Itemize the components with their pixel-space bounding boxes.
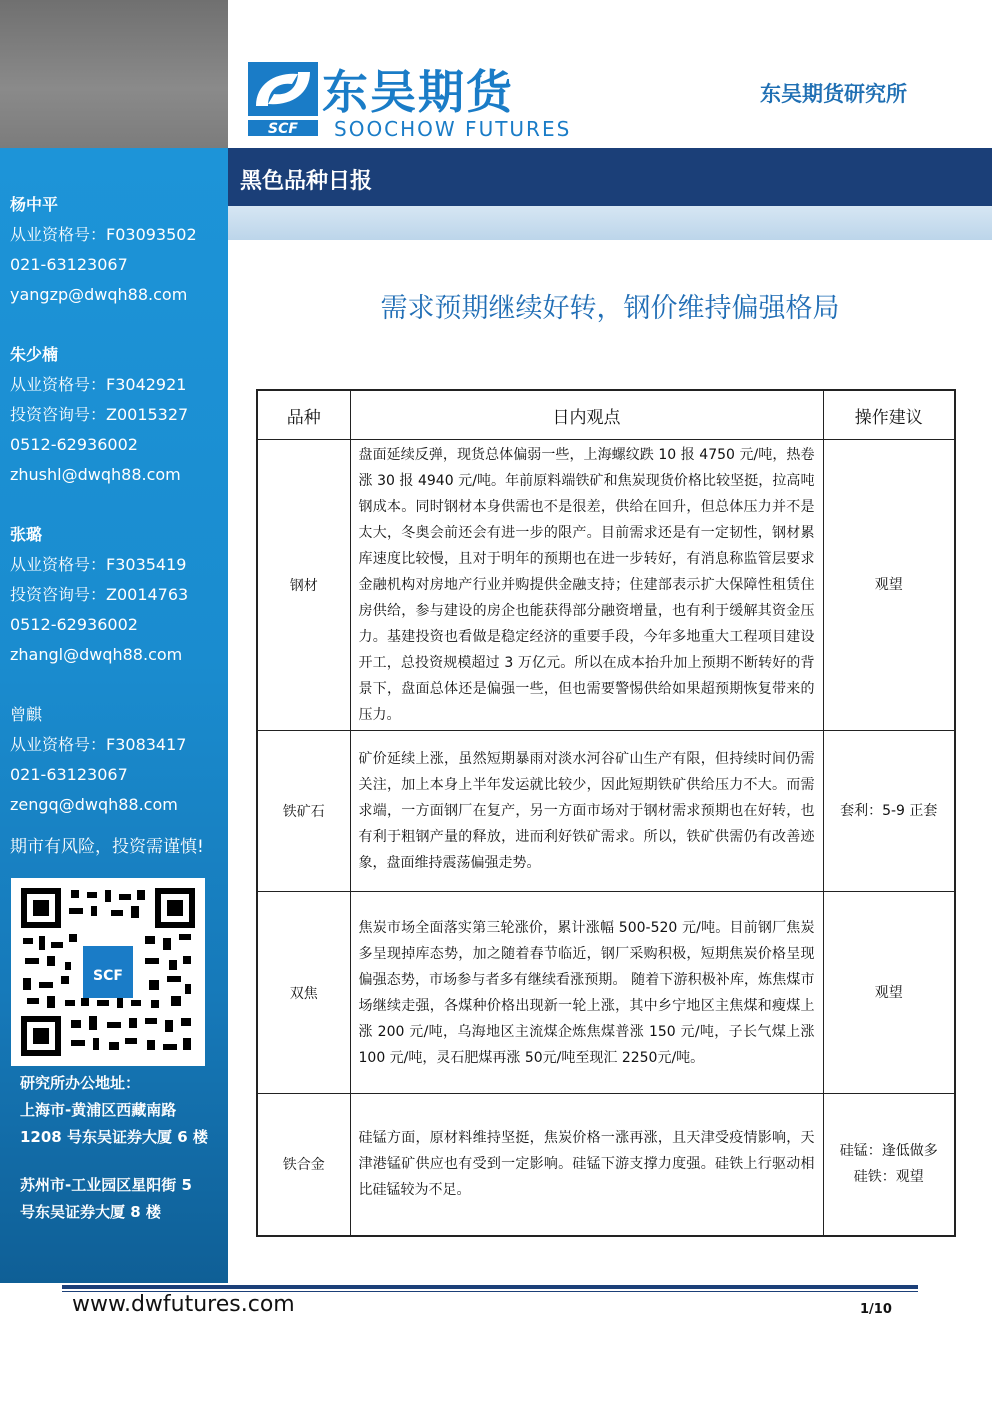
column-header-variety: 品种: [257, 390, 350, 440]
column-header-view: 日内观点: [350, 390, 823, 440]
qualification-number: 从业资格号：F3042921: [10, 375, 187, 394]
column-header-advice: 操作建议: [823, 390, 955, 440]
advice-cell: [823, 731, 955, 892]
qr-code-icon: [21, 888, 195, 1056]
address-line: 1208 号东吴证券大厦 6 楼: [20, 1128, 208, 1146]
variety-cell: 铁合金: [257, 1094, 350, 1236]
phone: 0512-62936002: [10, 615, 138, 634]
advice-line: 观望: [874, 984, 903, 1001]
analyst-contact: [10, 700, 186, 820]
sidebar-top-panel: [0, 0, 228, 148]
variety-cell: 双焦: [257, 892, 350, 1094]
logo-chinese-name: 东吴期货: [322, 65, 514, 119]
report-title: 黑色品种日报: [240, 169, 373, 194]
risk-notice: 期市有风险，投资需谨慎!: [10, 837, 204, 857]
office-address: [20, 1070, 208, 1151]
banner-stripe: [228, 206, 992, 240]
analyst-name: 杨中平: [10, 195, 59, 214]
email: zengq@dwqh88.com: [10, 795, 178, 814]
advice-cell: [823, 1094, 955, 1236]
logo-badge: SCF: [268, 121, 298, 137]
phone: 021-63123067: [10, 765, 128, 784]
consulting-number: 投资咨询号：Z0015327: [10, 405, 189, 424]
qualification-number: 从业资格号：F3083417: [10, 735, 187, 754]
qualification-number: 从业资格号：F03093502: [10, 225, 197, 244]
institute-name: 东吴期货研究所: [760, 82, 907, 106]
variety-cell: 铁矿石: [257, 731, 350, 892]
logo: [248, 62, 318, 142]
consulting-number: 投资咨询号：Z0014763: [10, 585, 189, 604]
table-row: [257, 1094, 955, 1236]
office-address: [20, 1172, 192, 1226]
advice-line: 套利：5-9 正套: [840, 803, 938, 819]
headline: 需求预期继续好转，钢价维持偏强格局: [380, 293, 840, 324]
table-row: [257, 892, 955, 1094]
phone: 0512-62936002: [10, 435, 138, 454]
analyst-contact: [10, 190, 197, 310]
soochow-logo-icon: [248, 62, 318, 138]
email: zhushl@dwqh88.com: [10, 465, 181, 484]
footer-divider: [62, 1285, 918, 1289]
email: zhangl@dwqh88.com: [10, 645, 183, 664]
page-number: 1/10: [860, 1302, 892, 1317]
analyst-name: 朱少楠: [10, 345, 59, 364]
qr-code: [11, 878, 205, 1066]
advice-line: 观望: [874, 577, 903, 593]
advice-line: 硅铁：观望: [853, 1169, 924, 1186]
email: yangzp@dwqh88.com: [10, 285, 188, 304]
view-cell: 矿价延续上涨，虽然短期暴雨对淡水河谷矿山生产有限，但持续时间仍需关注，加上本身上半年发运就比较少，因此短期铁矿供给压力不大。而需求端，一方面钢厂在复产，另一方面市场对于钢材需求预期也在好转，也有利于粗钢产量的释放，进而利好铁矿需求。所以，铁矿供需仍有改善迹象，盘面维持震荡偏强走势。: [350, 731, 823, 892]
address-line: 号东吴证券大厦 8 楼: [20, 1203, 161, 1221]
address-line: 苏州市-工业园区星阳街 5: [20, 1176, 192, 1194]
advice-cell: [823, 892, 955, 1094]
phone: 021-63123067: [10, 255, 128, 274]
qr-badge: SCF: [93, 968, 123, 984]
footer-website-link[interactable]: www.dwfutures.com: [72, 1292, 295, 1317]
view-cell: 焦炭市场全面落实第三轮涨价，累计涨幅 500-520 元/吨。目前钢厂焦炭多呈现掉库态势，加之随着春节临近，钢厂采购积极，短期焦炭价格呈现偏强态势，市场参与者多有继续看涨预期。 随着下游积极补库，炼焦煤市场继续走强，各煤种价格出现新一轮上涨，其中乡宁地区主焦煤和瘦煤上涨 200 元/吨，乌海地区主流煤企炼焦煤普涨 150 元/吨，子长气煤上涨 100 元/吨，灵石肥煤再涨 50元/吨至现汇 2250元/吨。: [350, 892, 823, 1094]
logo-english-name: SOOCHOW FUTURES: [334, 117, 572, 141]
report-banner: [228, 148, 992, 206]
analyst-contact: [10, 520, 188, 670]
table-row: [257, 731, 955, 892]
table-row: [257, 440, 955, 731]
address-label: 研究所办公地址：: [20, 1074, 141, 1092]
qualification-number: 从业资格号：F3035419: [10, 555, 187, 574]
table-header-row: [257, 390, 955, 440]
advice-cell: [823, 440, 955, 731]
view-cell: 硅锰方面，原材料维持坚挺，焦炭价格一涨再涨，且天津受疫情影响，天津港锰矿供应也有受到一定影响。硅锰下游支撑力度强。硅铁上行驱动相比硅锰较为不足。: [350, 1094, 823, 1236]
variety-cell: 钢材: [257, 440, 350, 731]
analyst-contact: [10, 340, 188, 490]
address-line: 上海市-黄浦区西藏南路: [20, 1101, 177, 1119]
view-cell: 盘面延续反弹，现货总体偏弱一些，上海螺纹跌 10 报 4750 元/吨，热卷涨 30 报 4940 元/吨。年前原料端铁矿和焦炭现货价格比较坚挺，拉高吨钢成本。同时钢材本身供需也不是很差，供给在回升，但总体压力并不是太大，冬奥会前还会有进一步的限产。目前需求还是有一定韧性，钢材累库速度比较慢，且对于明年的预期也在进一步转好，有消息称监管层要求金融机构对房地产行业并购提供金融支持；住建部表示扩大保障性租赁住房供给，参与建设的房企也能获得部分融资增量，也有利于缓解其资金压力。基建投资也看做是稳定经济的重要手段，今年多地重大工程项目建设开工，总投资规模超过 3 万亿元。所以在成本抬升加上预期不断转好的背景下，盘面总体还是偏强一些，但也需要警惕供给如果超预期恢复带来的压力。: [350, 440, 823, 731]
daily-view-table: [256, 389, 956, 1237]
analyst-name: 张璐: [10, 525, 43, 544]
advice-line: 硅锰：逢低做多: [839, 1143, 938, 1160]
analyst-name: 曾麒: [10, 705, 43, 724]
